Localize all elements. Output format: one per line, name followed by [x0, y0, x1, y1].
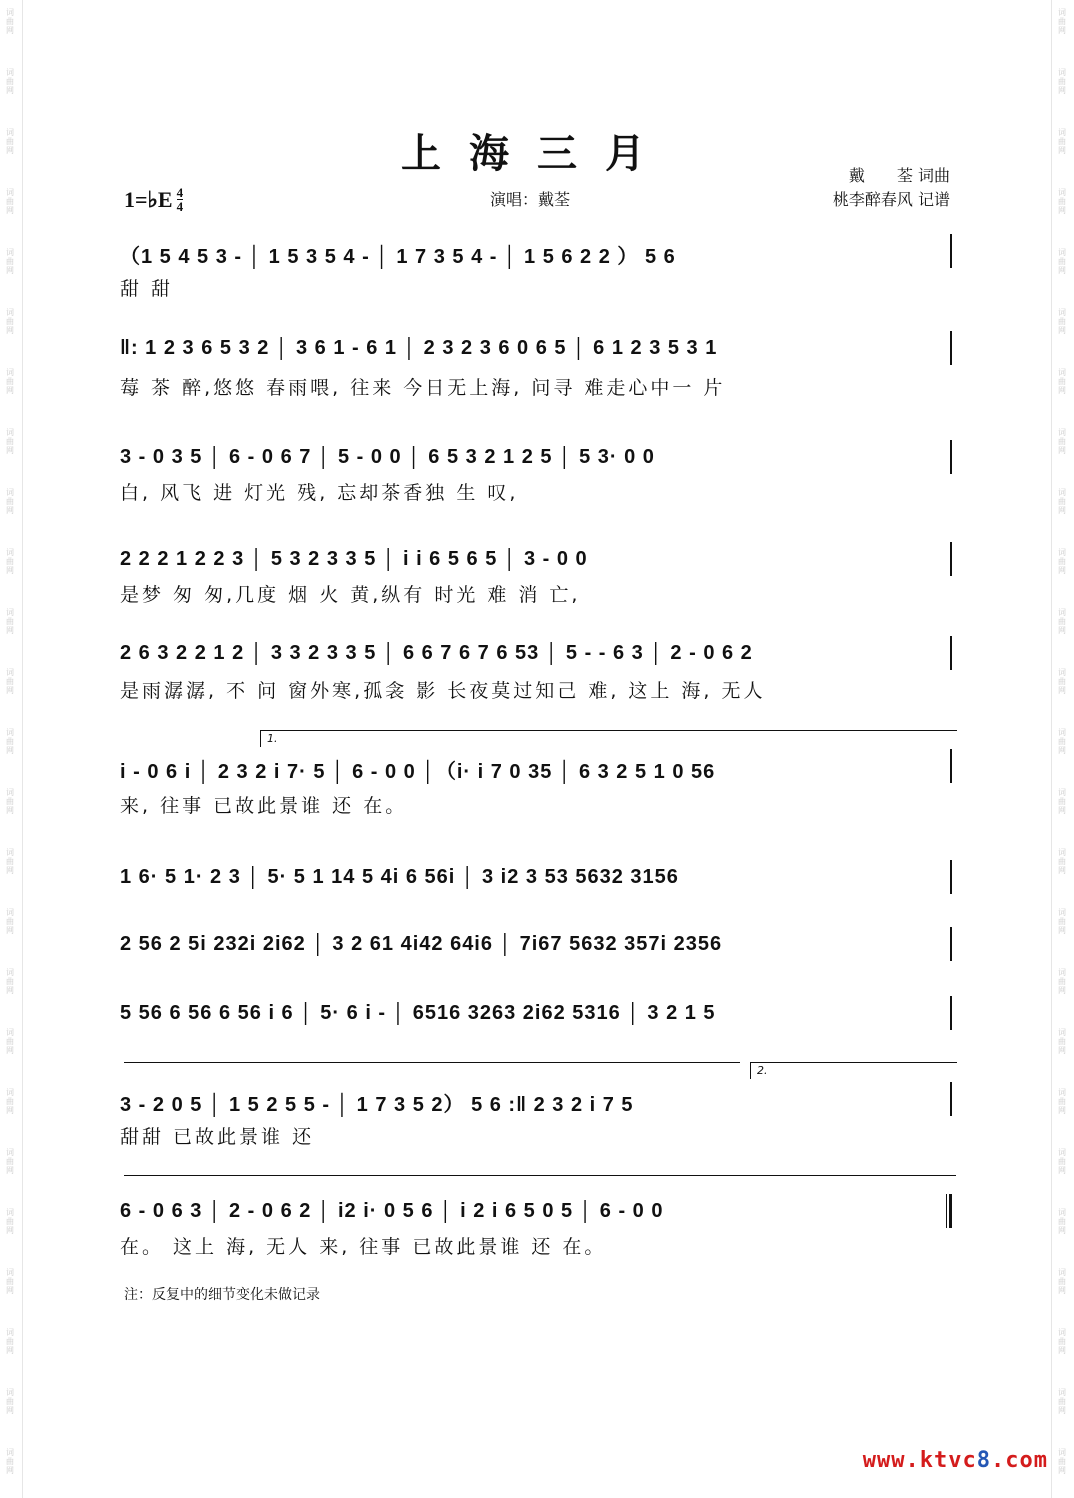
watermark-text: 词 曲 网	[1058, 188, 1066, 215]
barline	[950, 234, 952, 268]
watermark-text: 词 曲 网	[1058, 128, 1066, 155]
site-logo: www.ktvc8.com	[862, 1448, 1048, 1473]
lyric-line: 白, 风飞 进 灯光 残, 忘却茶香独 生 叹,	[120, 482, 519, 504]
watermark-text: 词 曲 网	[1058, 1088, 1066, 1115]
watermark-text: 词 曲 网	[6, 188, 14, 215]
lyric-line: 是梦 匆 匆,几度 烟 火 黄,纵有 时光 难 消 亡,	[120, 584, 581, 606]
watermark-text: 词 曲 网	[6, 788, 14, 815]
watermark-text: 词 曲 网	[1058, 248, 1066, 275]
watermark-text: 词 曲 网	[1058, 668, 1066, 695]
singer-credit: 演唱：戴荃	[490, 190, 571, 209]
notation-line: i - 0 6 i │ 2 3 2 i 7· 5 │ 6 - 0 0 │（i· i 7 0 35 │ 6 3 2 5 1 0 56	[120, 761, 716, 783]
lyric-line: 在。 这上 海, 无人 来, 往事 已故此景谁 还 在。	[120, 1236, 607, 1258]
watermark-text: 词 曲 网	[6, 1208, 14, 1235]
watermark-text: 词 曲 网	[6, 128, 14, 155]
notation-line: 3 - 2 0 5 │ 1 5 2 5 5 - │ 1 7 3 5 2） 5 6 :‖ 2 3 2 i 7 5	[120, 1094, 634, 1116]
watermark-text: 词 曲 网	[1058, 968, 1066, 995]
barline	[950, 996, 952, 1030]
notation-line: 2 56 2 5i 232i 2i62 │ 3 2 61 4i42 64i6 │ 7i67 5632 357i 2356	[120, 933, 723, 955]
watermark-text: 词 曲 网	[1058, 788, 1066, 815]
watermark-text: 词 曲 网	[1058, 1028, 1066, 1055]
watermark-text: 词 曲 网	[6, 428, 14, 455]
watermark-text: 词 曲 网	[6, 968, 14, 995]
barline	[950, 1082, 952, 1116]
notation-line: 6 - 0 6 3 │ 2 - 0 6 2 │ i2 i· 0 5 6 │ i 2 i 6 5 0 5 │ 6 - 0 0	[120, 1200, 664, 1222]
watermark-text: 词 曲 网	[1058, 548, 1066, 575]
watermark-text: 词 曲 网	[1058, 1388, 1066, 1415]
volta-2: 2.	[750, 1062, 957, 1079]
time-signature: $\frac{4}{4}$	[176, 185, 184, 214]
transcriber-credit: 桃李醉春风 记谱	[832, 190, 950, 209]
watermark-text: 词 曲 网	[6, 908, 14, 935]
notation-line: 2 2 2 1 2 2 3 │ 5 3 2 3 3 5 │ i i 6 5 6 5 │ 3 - 0 0	[120, 548, 588, 570]
watermark-text: 词 曲 网	[6, 848, 14, 875]
watermark-text: 词 曲 网	[1058, 308, 1066, 335]
watermark-text: 词 曲 网	[6, 1448, 14, 1475]
watermark-text: 词 曲 网	[6, 668, 14, 695]
watermark-text: 词 曲 网	[6, 1388, 14, 1415]
final-barline	[946, 1194, 952, 1228]
notation-line: 1 6· 5 1· 2 3 │ 5· 5 1 14 5 4i 6 56i │ 3 i2 3 53 5632 3156	[120, 866, 679, 888]
notation-line: 3 - 0 3 5 │ 6 - 0 6 7 │ 5 - 0 0 │ 6 5 3 2 1 2 5 │ 5 3· 0 0	[120, 446, 655, 468]
watermark-text: 词 曲 网	[1058, 368, 1066, 395]
watermark-text: 词 曲 网	[1058, 8, 1066, 35]
watermark-text: 词 曲 网	[6, 248, 14, 275]
watermark-text: 词 曲 网	[6, 368, 14, 395]
barline	[950, 860, 952, 894]
notation-line: 2 6 3 2 2 1 2 │ 3 3 2 3 3 5 │ 6 6 7 6 7 6 53 │ 5 - - 6 3 │ 2 - 0 6 2	[120, 642, 753, 664]
notation-line: （1 5 4 5 3 - │ 1 5 3 5 4 - │ 1 7 3 5 4 - │ 1 5 6 2 2 ） 5 6	[120, 246, 676, 268]
watermark-text: 词 曲 网	[1058, 848, 1066, 875]
key-signature	[124, 186, 183, 213]
song-title: 上海三月	[401, 130, 673, 177]
watermark-text: 词 曲 网	[6, 728, 14, 755]
barline	[950, 542, 952, 576]
watermark-text: 词 曲 网	[1058, 68, 1066, 95]
watermark-text: 词 曲 网	[1058, 1148, 1066, 1175]
lyric-line: 甜甜 已故此景谁 还	[120, 1126, 315, 1148]
watermark-text: 词 曲 网	[1058, 908, 1066, 935]
lyric-line: 莓 茶 醉,悠悠 春雨喂, 往来 今日无上海, 问寻 难走心中一 片	[120, 377, 726, 399]
footnote: 注：反复中的细节变化未做记录	[124, 1287, 320, 1303]
key-label: 1=♭E	[124, 186, 173, 212]
watermark-text: 词 曲 网	[6, 68, 14, 95]
watermark-text: 词 曲 网	[6, 608, 14, 635]
watermark-text: 词 曲 网	[6, 8, 14, 35]
watermark-text: 词 曲 网	[1058, 488, 1066, 515]
watermark-text: 词 曲 网	[1058, 428, 1066, 455]
watermark-text: 词 曲 网	[1058, 1448, 1066, 1475]
barline	[950, 331, 952, 365]
watermark-text: 词 曲 网	[6, 1268, 14, 1295]
barline	[950, 636, 952, 670]
lyric-line: 是雨潺潺, 不 问 窗外寒,孤衾 影 长夜莫过知己 难, 这上 海, 无人	[120, 680, 766, 702]
notation-line: 5 56 6 56 6 56 i 6 │ 5· 6 i - │ 6516 3263 2i62 5316 │ 3 2 1 5	[120, 1002, 716, 1024]
watermark-text: 词 曲 网	[6, 1088, 14, 1115]
watermark-text: 词 曲 网	[6, 488, 14, 515]
volta-2-continuation	[124, 1175, 956, 1192]
watermark-text: 词 曲 网	[6, 308, 14, 335]
watermark-text: 词 曲 网	[1058, 1208, 1066, 1235]
watermark-text: 词 曲 网	[6, 548, 14, 575]
lyric-line: 来, 往事 已故此景谁 还 在。	[120, 795, 408, 817]
barline	[950, 927, 952, 961]
watermark-text: 词 曲 网	[1058, 1328, 1066, 1355]
volta-1: 1.	[260, 730, 957, 747]
lyricist-composer-credit: 戴 荃 词曲	[848, 166, 950, 185]
watermark-text: 词 曲 网	[6, 1328, 14, 1355]
notation-line: ‖: 1 2 3 6 5 3 2 │ 3 6 1 - 6 1 │ 2 3 2 3 6 0 6 5 │ 6 1 2 3 5 3 1	[120, 337, 718, 359]
left-watermark-strip	[0, 0, 23, 1498]
lyric-line: 甜 甜	[120, 278, 174, 300]
watermark-text: 词 曲 网	[1058, 608, 1066, 635]
watermark-text: 词 曲 网	[6, 1028, 14, 1055]
barline	[950, 440, 952, 474]
right-watermark-strip	[1051, 0, 1074, 1498]
watermark-text: 词 曲 网	[6, 1148, 14, 1175]
watermark-text: 词 曲 网	[1058, 1268, 1066, 1295]
watermark-text: 词 曲 网	[1058, 728, 1066, 755]
barline	[950, 749, 952, 783]
repeat-bracket	[124, 1062, 740, 1079]
